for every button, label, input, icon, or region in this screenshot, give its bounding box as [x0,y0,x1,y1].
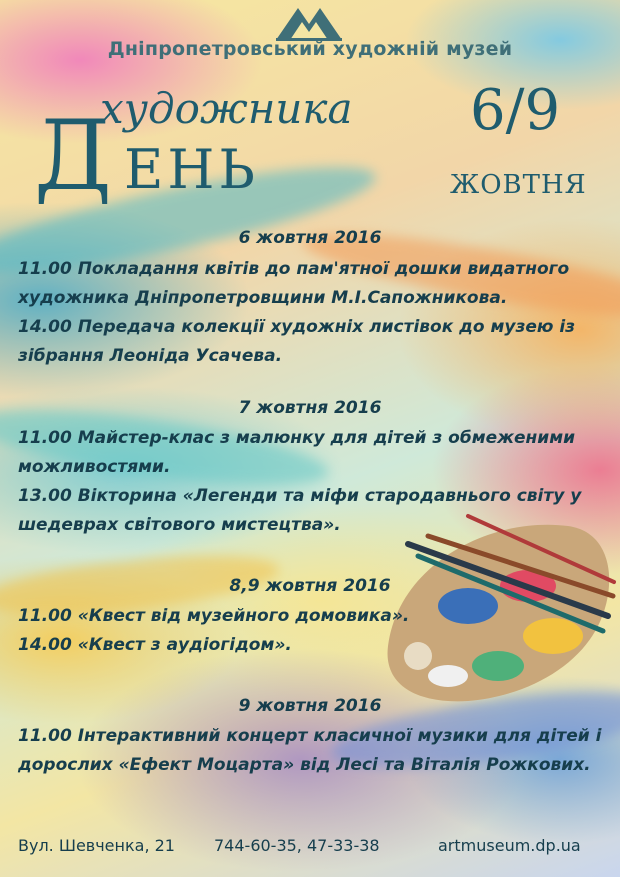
event-line: шедеврах світового мистецтва». [18,515,341,535]
museum-logo-icon [276,4,342,42]
title-artist: художника [100,84,353,133]
paint-palette-icon [378,496,618,706]
event-line: 11.00 «Квест від музейного домовика». [18,606,410,626]
museum-name: Дніпропетровський художній музей [107,38,513,60]
footer-address: Вул. Шевченка, 21 [18,836,175,855]
event-line: можливостями. [18,457,171,477]
day-heading: 7 жовтня 2016 [238,398,382,418]
event-line: зібрання Леоніда Усачева. [18,346,283,366]
date-range: 6/9 [470,78,561,143]
month-label: ЖОВТНЯ [450,170,587,200]
event-line: дорослих «Ефект Моцарта» від Лесі та Віталія Рожкових. [18,755,591,775]
footer-phones: 744-60-35, 47-33-38 [214,836,380,855]
event-line: 14.00 Передача колекції художніх листівок до музею із [18,317,576,337]
day-events [18,255,608,371]
event-line: 13.00 Вікторина «Легенди та міфи стародавнього світу у [18,486,582,506]
event-line: 14.00 «Квест з аудіогідом». [18,635,292,655]
day-events [18,722,608,780]
day-heading: 9 жовтня 2016 [238,696,382,716]
title-day-rest: ЕНЬ [124,138,259,201]
event-line: 11.00 Майстер-клас з малюнку для дітей з обмеженими [18,428,576,448]
day-events [18,602,608,660]
day-heading: 8,9 жовтня 2016 [229,576,391,596]
event-line: художника Дніпропетровщини М.І.Сапожникова. [18,288,508,308]
event-line: 11.00 Покладання квітів до пам'ятної дошки видатного [18,259,570,279]
event-line: 11.00 Інтерактивний концерт класичної музики для дітей і [18,726,602,746]
footer-website-link[interactable]: artmuseum.dp.ua [438,836,581,855]
day-heading: 6 жовтня 2016 [238,228,382,248]
title-day-initial: Д [34,100,113,212]
